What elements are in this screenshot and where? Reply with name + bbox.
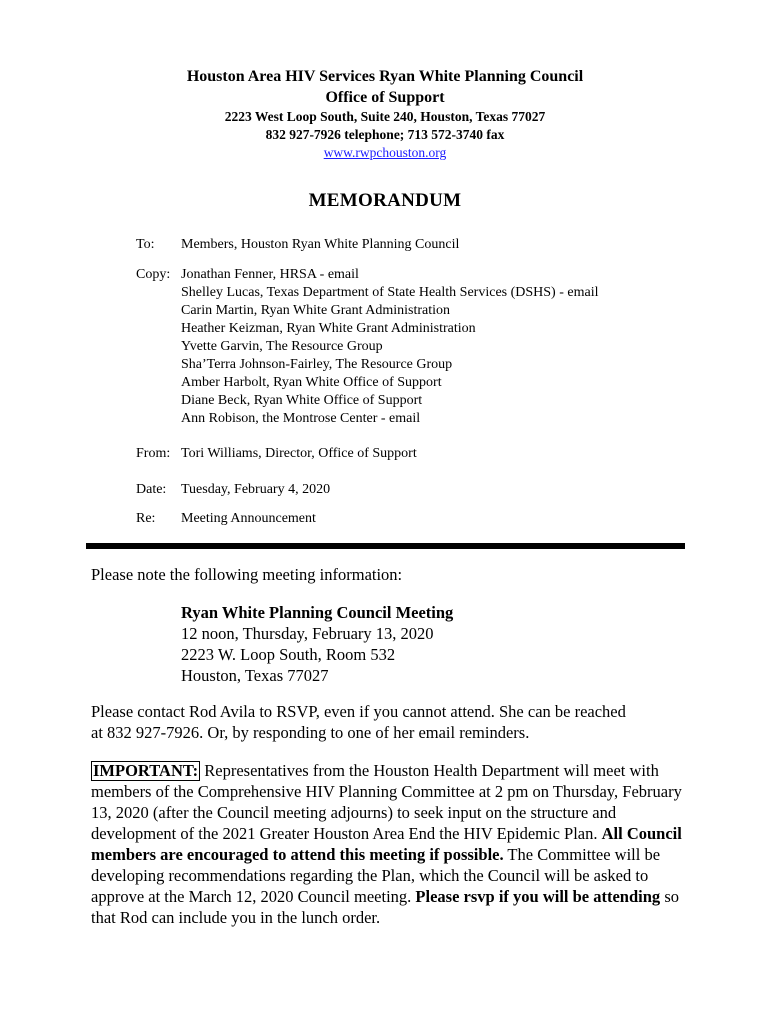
- copy-recipient: Heather Keizman, Ryan White Grant Administration: [181, 321, 476, 336]
- rsvp-paragraph: [91, 701, 691, 743]
- org-name: Houston Area HIV Services Ryan White Planning Council: [186, 68, 584, 85]
- rsvp-emphasis: Please rsvp if you will be attending: [415, 887, 661, 906]
- rsvp-line: Please contact Rod Avila to RSVP, even if you cannot attend. She can be reached: [91, 702, 626, 721]
- copy-label: Copy:: [136, 267, 171, 282]
- copy-recipient: Sha’Terra Johnson-Fairley, The Resource Group: [181, 357, 453, 372]
- important-text: The Committee will be developing recommendations regarding the Plan, which the Council will be asked to approve at the March 12, 2020 Council meeting.: [91, 845, 661, 906]
- date-value: Tuesday, February 4, 2020: [181, 482, 331, 497]
- copy-recipient: Shelley Lucas, Texas Department of State Health Services (DSHS) - email: [181, 285, 599, 300]
- to-label: To:: [136, 237, 155, 252]
- copy-recipient: Carin Martin, Ryan White Grant Administration: [181, 303, 451, 318]
- meeting-details: [181, 602, 453, 686]
- important-text: so that Rod can include you in the lunch order.: [91, 887, 679, 927]
- meeting-location: 2223 W. Loop South, Room 532: [181, 645, 396, 664]
- copy-recipient: Jonathan Fenner, HRSA - email: [181, 267, 359, 282]
- meeting-title: Ryan White Planning Council Meeting: [181, 603, 454, 622]
- important-text: Representatives from the Houston Health Department will meet with members of the Comprehensive HIV Planning Committee at 2 pm on Thursday, February 13, 2020 (after the Council meeting adjourns) to seek input on the structure and development of the 2021 Greater Houston Area End the HIV Epidemic Plan.: [91, 761, 682, 843]
- copy-recipient: Diane Beck, Ryan White Office of Support: [181, 393, 423, 408]
- important-label: IMPORTANT:: [93, 761, 199, 780]
- website-link[interactable]: www.rwpchouston.org: [323, 145, 447, 160]
- memo-title: MEMORANDUM: [308, 190, 462, 211]
- from-label: From:: [136, 446, 171, 461]
- copy-recipient: Yvette Garvin, The Resource Group: [181, 339, 383, 354]
- re-label: Re:: [136, 511, 156, 526]
- office-phone-fax: 832 927-7926 telephone; 713 572-3740 fax: [265, 127, 505, 142]
- date-label: Date:: [136, 482, 167, 497]
- re-value: Meeting Announcement: [181, 511, 316, 526]
- important-paragraph: [91, 760, 691, 928]
- header-divider: [86, 543, 685, 549]
- copy-recipient: Amber Harbolt, Ryan White Office of Support: [181, 375, 442, 390]
- meeting-time: 12 noon, Thursday, February 13, 2020: [181, 624, 434, 643]
- intro-text: Please note the following meeting information:: [91, 565, 403, 584]
- important-emphasis: All Council members are encouraged to attend this meeting if possible.: [91, 824, 682, 864]
- office-address: 2223 West Loop South, Suite 240, Houston, Texas 77027: [224, 109, 546, 124]
- office-name: Office of Support: [325, 89, 445, 106]
- copy-recipient: Ann Robison, the Montrose Center - email: [181, 411, 421, 426]
- to-value: Members, Houston Ryan White Planning Council: [181, 237, 460, 252]
- meeting-city: Houston, Texas 77027: [181, 666, 329, 685]
- copy-list: [181, 266, 598, 428]
- rsvp-line: at 832 927-7926. Or, by responding to one of her email reminders.: [91, 723, 530, 742]
- from-value: Tori Williams, Director, Office of Support: [181, 446, 417, 461]
